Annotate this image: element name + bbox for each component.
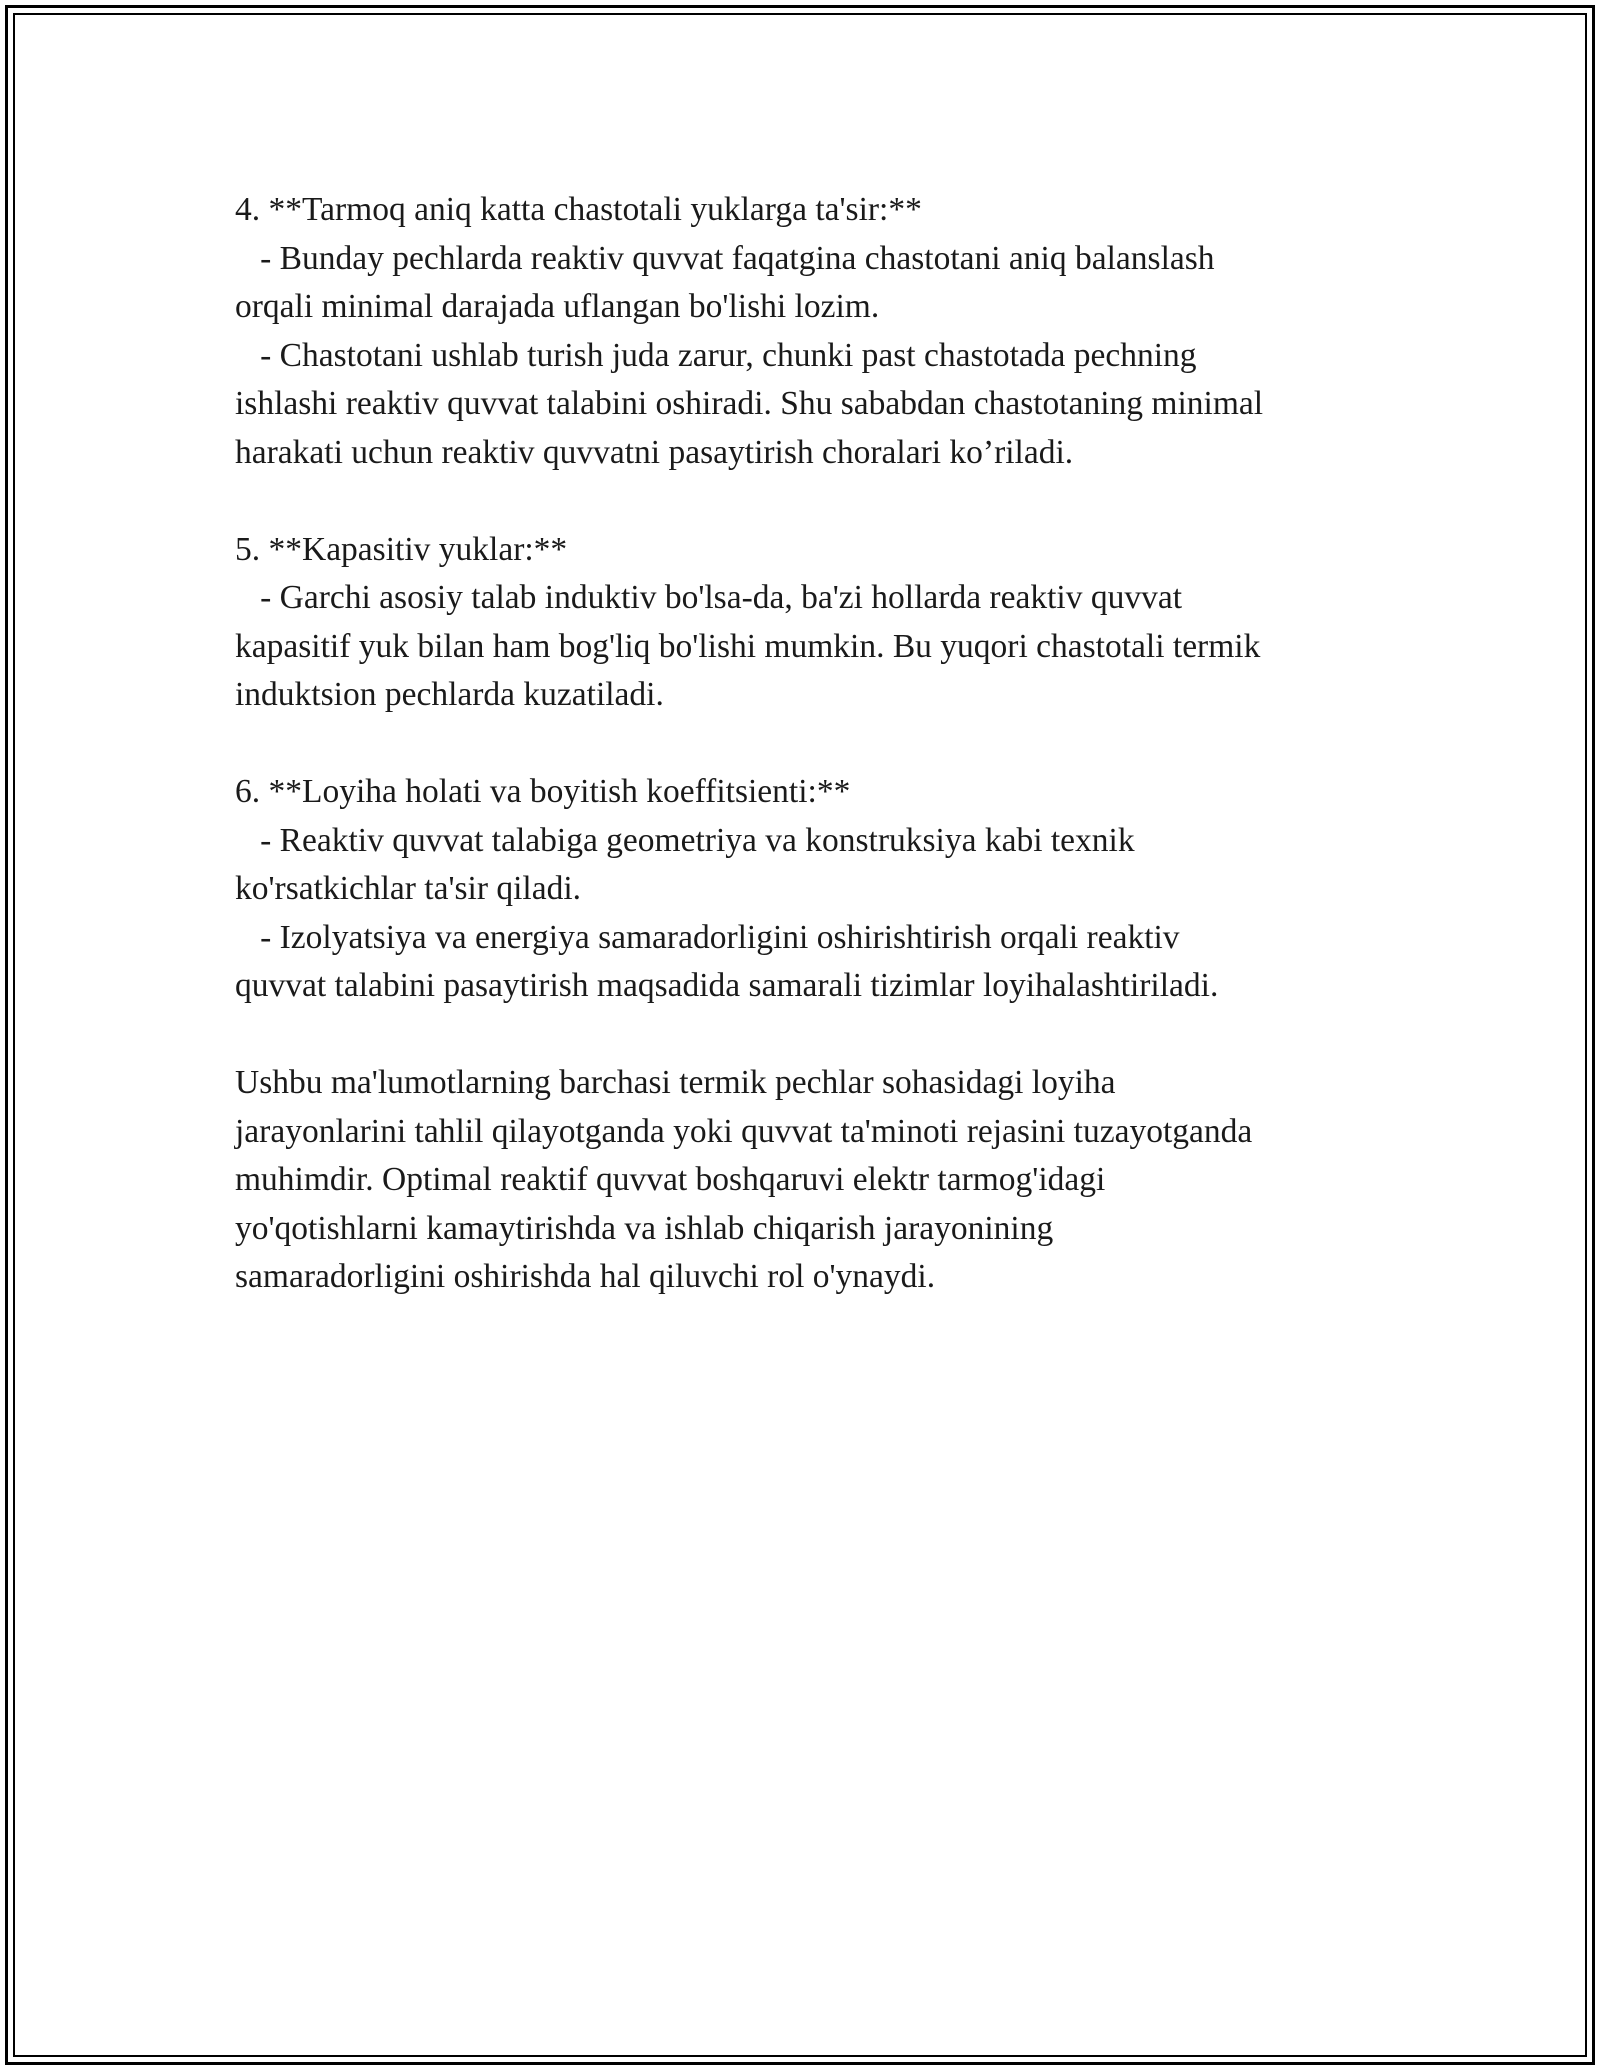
text-line: ishlashi reaktiv quvvat talabini oshiradi. Shu sababdan chastotaning minimal [235, 385, 1264, 422]
text-line: muhimdir. Optimal reaktif quvvat boshqaruvi elektr tarmog'idagi [235, 1161, 1106, 1198]
section-4 [235, 186, 1385, 477]
text-line: quvvat talabini pasaytirish maqsadida samarali tizimlar loyihalashtiriladi. [235, 967, 1219, 1004]
document-body [235, 186, 1385, 1350]
text-line: orqali minimal darajada uflangan bo'lishi lozim. [235, 288, 880, 325]
text-line: - Garchi asosiy talab induktiv bo'lsa-da, ba'zi hollarda reaktiv quvvat [235, 579, 1182, 616]
text-line: Ushbu ma'lumotlarning barchasi termik pechlar sohasidagi loyiha [235, 1064, 1116, 1101]
summary-paragraph [235, 1059, 1385, 1302]
text-line: - Reaktiv quvvat talabiga geometriya va konstruksiya kabi texnik [235, 821, 1135, 859]
section-6-heading: 6. **Loyiha holati va boyitish koeffitsienti:** [235, 773, 851, 810]
text-line: kapasitif yuk bilan ham bog'liq bo'lishi mumkin. Bu yuqori chastotali termik [235, 627, 1261, 665]
text-line: jarayonlarini tahlil qilayotganda yoki quvvat ta'minoti rejasini tuzayotganda [235, 1112, 1253, 1150]
text-line: samaradorligini oshirishda hal qiluvchi rol o'ynaydi. [235, 1258, 936, 1295]
text-line: ko'rsatkichlar ta'sir qiladi. [235, 870, 582, 907]
section-5 [235, 526, 1385, 720]
text-line: - Izolyatsiya va energiya samaradorligini oshirishtirish orqali reaktiv [235, 918, 1180, 956]
text-line: yo'qotishlarni kamaytirishda va ishlab chiqarish jarayonining [235, 1209, 1054, 1247]
text-line: harakati uchun reaktiv quvvatni pasaytirish choralari ko’riladi. [235, 433, 1074, 471]
section-5-heading: 5. **Kapasitiv yuklar:** [235, 530, 568, 568]
section-6 [235, 768, 1385, 1011]
text-line: - Bunday pechlarda reaktiv quvvat faqatgina chastotani aniq balanslash [235, 239, 1215, 277]
section-4-heading: 4. **Tarmoq aniq katta chastotali yuklarga ta'sir:** [235, 191, 922, 228]
text-line: induktsion pechlarda kuzatiladi. [235, 676, 664, 713]
text-line: - Chastotani ushlab turish juda zarur, chunki past chastotada pechning [235, 336, 1197, 374]
